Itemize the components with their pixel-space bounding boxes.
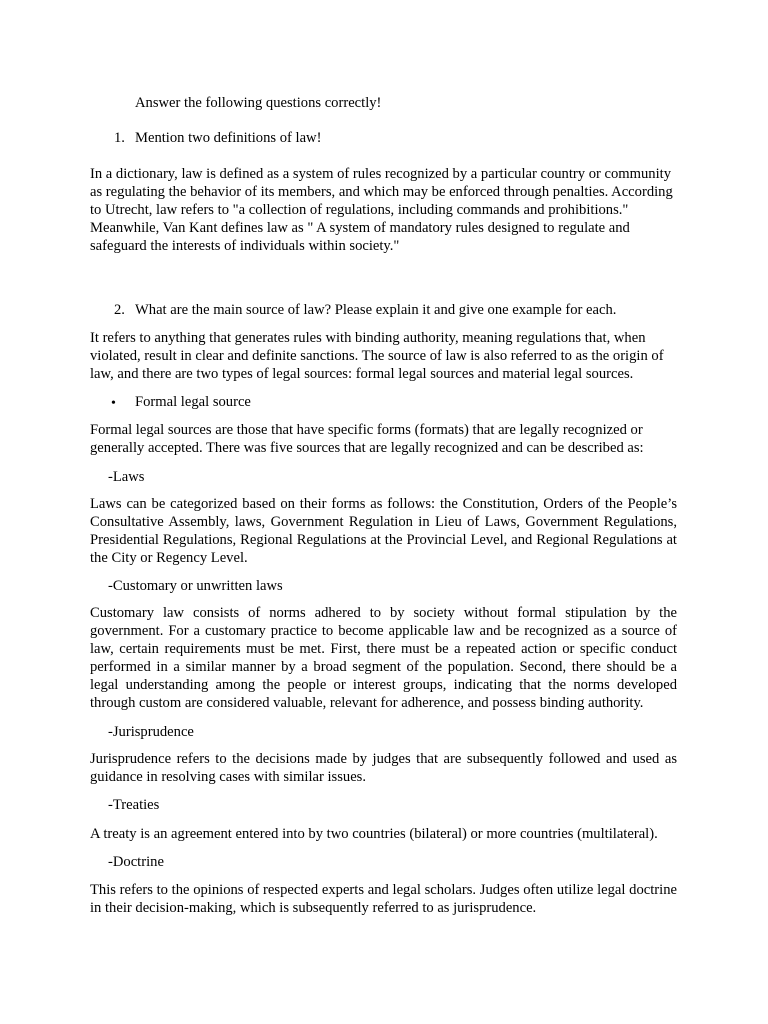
question-2-number: 2. [114,302,125,318]
source-heading-doctrine: -Doctrine [108,854,164,870]
formal-intro-paragraph: Formal legal sources are those that have specific forms (formats) that are legally recognized or generally accepted. There was five sources that are legally recognized and can be described as: [90,422,644,456]
instruction-text: Answer the following questions correctly! [135,95,382,111]
question-1-text: Mention two definitions of law! [135,130,322,146]
answer-1-paragraph: In a dictionary, law is defined as a system of rules recognized by a particular country or community as regulating the behavior of its members, and which may be enforced through penalties. According to Utrecht, law refers to "a collection of regulations, including commands and prohibitions." Meanwhile, Van Kant defines law as " A system of mandatory rules designed to regulate and safeguard the interests of individuals within society." [90,166,673,254]
source-heading-treaties: -Treaties [108,797,160,813]
source-body-jurisprudence: Jurisprudence refers to the decisions made by judges that are subsequently followed and used as guidance in resolving cases with similar issues. [90,751,677,785]
source-heading-jurisprudence: -Jurisprudence [108,724,194,740]
answer-2-paragraph: It refers to anything that generates rules with binding authority, meaning regulations that, when violated, result in clear and definite sanctions. The source of law is also referred to as the origin of law, and there are two types of legal sources: formal legal sources and material legal sources. [90,330,664,382]
source-heading-customary: -Customary or unwritten laws [108,578,283,594]
bullet-label: Formal legal source [135,394,251,410]
source-body-customary: Customary law consists of norms adhered to by society without formal stipulation by the government. For a customary practice to become applicable law and be recognized as a source of law, certain requirements must be met. First, there must be a repeated action or specific conduct performed in a similar manner by a broad segment of the population. Second, there should be a legal understanding among the people or interest groups, indicating that the norms developed through custom are considered valuable, relevant for adherence, and possess binding authority. [90,605,677,711]
source-body-treaties: A treaty is an agreement entered into by two countries (bilateral) or more countries (multilateral). [90,826,658,842]
question-1-number: 1. [114,130,125,146]
source-heading-laws: -Laws [108,469,145,485]
source-body-laws: Laws can be categorized based on their forms as follows: the Constitution, Orders of the People’s Consultative Assembly, laws, Government Regulation in Lieu of Laws, Government Regulations, Presidential Regulations, Regional Regulations at the Provincial Level, and Regional Regulations at the City or Regency Level. [90,496,677,566]
question-2-text: What are the main source of law? Please explain it and give one example for each. [135,302,617,318]
bullet-icon: • [111,396,116,411]
source-body-doctrine: This refers to the opinions of respected experts and legal scholars. Judges often utilize legal doctrine in their decision-making, which is subsequently referred to as jurisprudence. [90,882,677,916]
